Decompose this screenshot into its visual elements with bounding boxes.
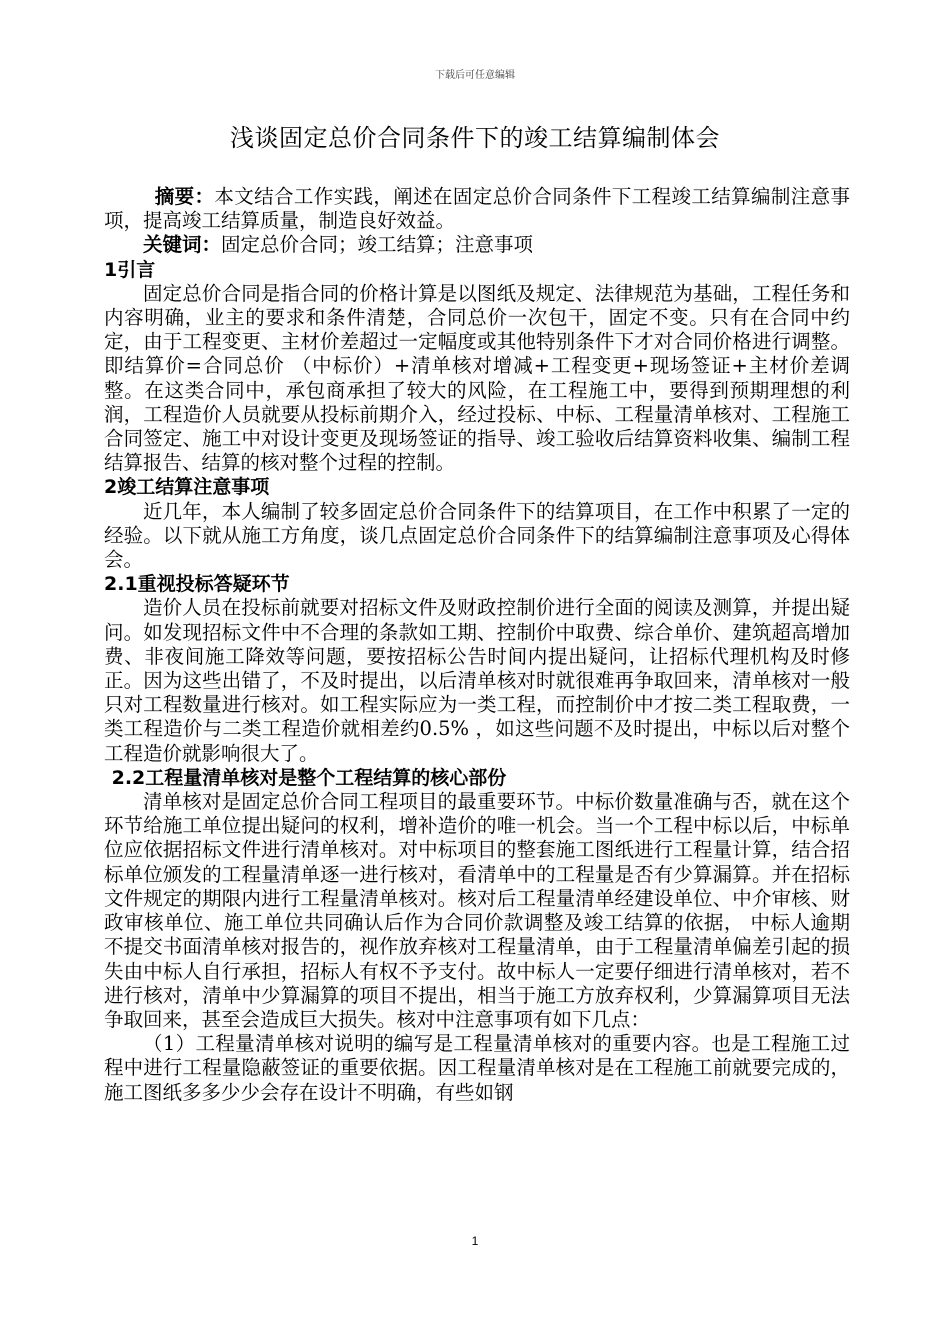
paragraph: 固定总价合同是指合同的价格计算是以图纸及规定、法律规范为基础，工程任务和内容明确，业主的要求和条件清楚，合同总价一次包干，固定不变。只有在合同中约定，由于工程变更、主材价差超过一定幅度或其他特别条件下才对合同价格进行调整。即结算价=合同总价 （中标价）+清单核对增减+工程变更+现场签证+主材价差调整。在这类合同中，承包商承担了较大的风险，在工程施工中，要得到预期理想的利润，工程造价人员就要从投标前期介入，经过投标、中标、工程量清单核对、工程施工合同签定、施工中对设计变更及现场签证的指导、竣工验收后结算资料收集、编制工程结算报告、结算的核对整个过程的控制。 (104, 281, 850, 475)
keywords-label: 关键词： (143, 233, 222, 257)
abstract (104, 185, 850, 233)
section-heading-1: 1引言 (104, 258, 156, 281)
keywords (104, 233, 850, 257)
section-heading-2-2: 2.2工程量清单核对是整个工程结算的核心部份 (111, 766, 507, 789)
document-title: 浅谈固定总价合同条件下的竣工结算编制体会 (230, 124, 720, 152)
paragraph: （1）工程量清单核对说明的编写是工程量清单核对的重要内容。也是工程施工过程中进行工程量隐蔽签证的重要依据。因工程量清单核对是在工程施工前就要完成的，施工图纸多多少少会存在设计不明确，有些如钢 (104, 1032, 850, 1104)
paragraph: 近几年，本人编制了较多固定总价合同条件下的结算项目，在工作中积累了一定的经验。以下就从施工方角度，谈几点固定总价合同条件下的结算编制注意事项及心得体会。 (104, 499, 850, 572)
keywords-text: 固定总价合同；竣工结算；注意事项 (221, 233, 534, 257)
header-note: 下载后可任意编辑 (435, 70, 515, 81)
section-heading-2: 2竣工结算注意事项 (104, 476, 270, 499)
section-heading-2-1: 2.1重视投标答疑环节 (104, 573, 290, 596)
paragraph: 清单核对是固定总价合同工程项目的最重要环节。中标价数量准确与否，就在这个环节给施工单位提出疑问的权利，增补造价的唯一机会。当一个工程中标以后，中标单位应依据招标文件进行清单核对。对中标项目的整套施工图纸进行工程量计算，结合招标单位颁发的工程量清单逐一进行核对，看清单中的工程量是否有少算漏算。并在招标文件规定的期限内进行工程量清单核对。核对后工程量清单经建设单位、中介审核、财政审核单位、施工单位共同确认后作为合同价款调整及竣工结算的依据， 中标人逾期不提交书面清单核对报告的，视作放弃核对工程量清单，由于工程量清单偏差引起的损失由中标人自行承担，招标人有权不予支付。故中标人一定要仔细进行清单核对，若不进行核对，清单中少算漏算的项目不提出，相当于施工方放弃权利，少算漏算项目无法争取回来，甚至会造成巨大损失。核对中注意事项有如下几点： (104, 790, 850, 1031)
page-number: 1 (471, 1234, 479, 1248)
abstract-text: 本文结合工作实践，阐述在固定总价合同条件下工程竣工结算编制注意事项，提高竣工结算质量，制造良好效益。 (104, 185, 850, 233)
paragraph: 造价人员在投标前就要对招标文件及财政控制价进行全面的阅读及测算，并提出疑问。如发现招标文件中不合理的条款如工期、控制价中取费、综合单价、建筑超高增加费、非夜间施工降效等问题，要按招标公告时间内提出疑问，让招标代理机构及时修正。因为这些出错了，不及时提出，以后清单核对时就很难再争取回来，清单核对一般只对工程数量进行核对。如工程实际应为一类工程，而控制价中才按二类工程取费，一类工程造价与二类工程造价就相差约0.5% ，如这些问题不及时提出，中标以后对整个工程造价就影响很大了。 (104, 596, 850, 765)
document-body (104, 185, 850, 1105)
abstract-label: 摘要： (154, 185, 215, 208)
